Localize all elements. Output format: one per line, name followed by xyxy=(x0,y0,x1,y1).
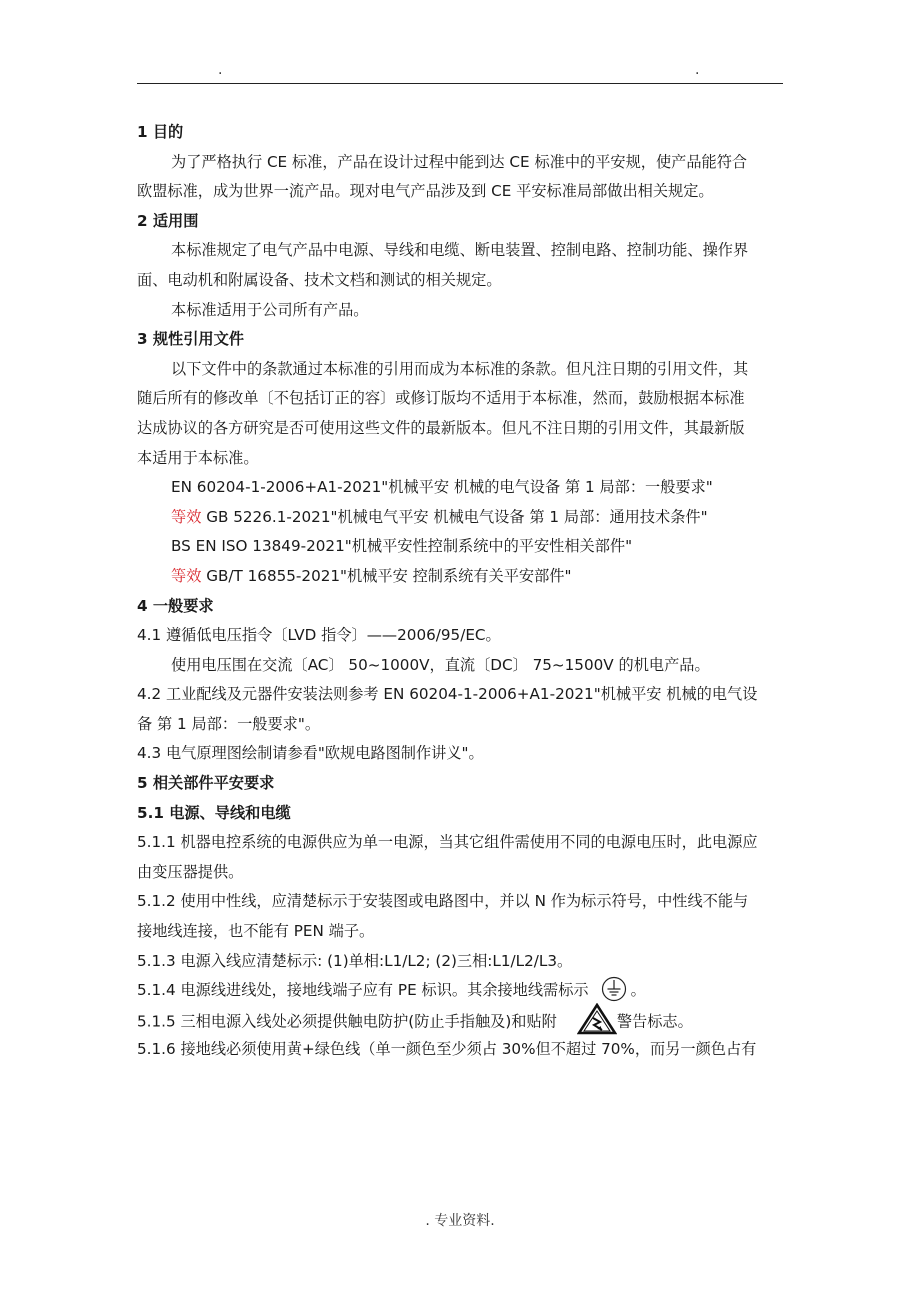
paragraph: 本标准适用于公司所有产品。 xyxy=(171,300,369,319)
paragraph: 本适用于本标准。 xyxy=(137,448,259,467)
equivalent-label: 等效 xyxy=(171,507,202,526)
clause-text-end: 警告标志。 xyxy=(616,1012,693,1031)
clause-text-end: 。 xyxy=(630,981,646,1000)
page-footer: . 专业资料. xyxy=(425,1213,495,1229)
clause-5-1-6: 5.1.6 接地线必须使用黄+绿色线（单一颜色至少须占 30%但不超过 70%，而另一颜色占有 xyxy=(137,1040,757,1059)
reference-item: BS EN ISO 13849-2021"机械平安性控制系统中的平安性相关部件" xyxy=(171,537,633,556)
ground-symbol-icon xyxy=(601,976,627,1002)
paragraph: 以下文件中的条款通过本标准的引用而成为本标准的条款。但凡注日期的引用文件，其 xyxy=(171,359,749,378)
paragraph: 随后所有的修改单〔不包括订正的容〕或修订版均不适用于本标准，然而，鼓励根据本标准 xyxy=(137,389,745,408)
paragraph: 接地线连接，也不能有 PEN 端子。 xyxy=(137,922,375,941)
section-5-title: 5 相关部件平安要求 xyxy=(137,774,275,793)
equivalent-label: 等效 xyxy=(171,566,202,585)
paragraph: 达成协议的各方研究是否可使用这些文件的最新版本。但凡不注日期的引用文件，其最新版 xyxy=(137,418,745,437)
electric-shock-warning-icon xyxy=(577,1003,617,1035)
paragraph: 备 第 1 局部：一般要求"。 xyxy=(137,714,321,733)
clause-4-2: 4.2 工业配线及元器件安装法则参考 EN 60204-1-2006+A1-2021"机械平安 机械的电气设 xyxy=(137,685,758,704)
section-1-title: 1 目的 xyxy=(137,123,184,141)
reference-item xyxy=(137,562,787,592)
paragraph: 使用电压围在交流〔AC〕 50~1000V，直流〔DC〕 75~1500V 的机电产品。 xyxy=(171,655,710,674)
paragraph: 欧盟标准，成为世界一流产品。现对电气产品涉及到 CE 平安标准局部做出相关规定。 xyxy=(137,182,714,201)
reference-text: GB/T 16855-2021"机械平安 控制系统有关平安部件" xyxy=(201,566,572,585)
header-rule xyxy=(137,83,783,84)
paragraph: 面、电动机和附属设备、技术文档和测试的相关规定。 xyxy=(137,270,502,289)
reference-item: EN 60204-1-2006+A1-2021"机械平安 机械的电气设备 第 1 局部：一般要求" xyxy=(171,478,713,497)
clause-5-1-3: 5.1.3 电源入线应清楚标示: (1)单相:L1/L2; (2)三相:L1/L2/L3。 xyxy=(137,951,573,970)
clause-5-1-4 xyxy=(137,976,787,1006)
reference-text: GB 5226.1-2021"机械电气平安 机械电气设备 第 1 局部：通用技术条件" xyxy=(201,507,708,526)
clause-text: 5.1.4 电源线进线处，接地线端子应有 PE 标识。其余接地线需标示 xyxy=(137,981,589,1000)
paragraph: 本标准规定了电气产品中电源、导线和电缆、断电装置、控制电路、控制功能、操作界 xyxy=(171,241,749,260)
clause-4-1: 4.1 遵循低电压指令〔LVD 指令〕——2006/95/EC。 xyxy=(137,626,501,645)
section-3-title: 3 规性引用文件 xyxy=(137,330,244,349)
clause-5-1-1: 5.1.1 机器电控系统的电源供应为单一电源，当其它组件需使用不同的电源电压时，此电源应 xyxy=(137,833,758,852)
clause-text: 5.1.5 三相电源入线处必须提供触电防护(防止手指触及)和贴附 xyxy=(137,1012,557,1031)
section-5-1-title: 5.1 电源、导线和电缆 xyxy=(137,803,291,822)
header-dot-left: . xyxy=(218,62,223,78)
paragraph: 为了严格执行 CE 标准，产品在设计过程中能到达 CE 标准中的平安规，使产品能符合 xyxy=(171,152,748,171)
clause-5-1-5 xyxy=(137,1006,787,1036)
section-2-title: 2 适用围 xyxy=(137,211,199,230)
section-4-title: 4 一般要求 xyxy=(137,596,214,615)
reference-item xyxy=(137,503,787,533)
clause-5-1-2: 5.1.2 使用中性线，应清楚标示于安装图或电路图中，并以 N 作为标示符号，中性线不能与 xyxy=(137,892,749,911)
paragraph: 由变压器提供。 xyxy=(137,862,244,881)
header-dot-right: . xyxy=(695,62,700,78)
document-body xyxy=(137,118,787,1065)
clause-4-3: 4.3 电气原理图绘制请参看"欧规电路图制作讲义"。 xyxy=(137,744,484,763)
